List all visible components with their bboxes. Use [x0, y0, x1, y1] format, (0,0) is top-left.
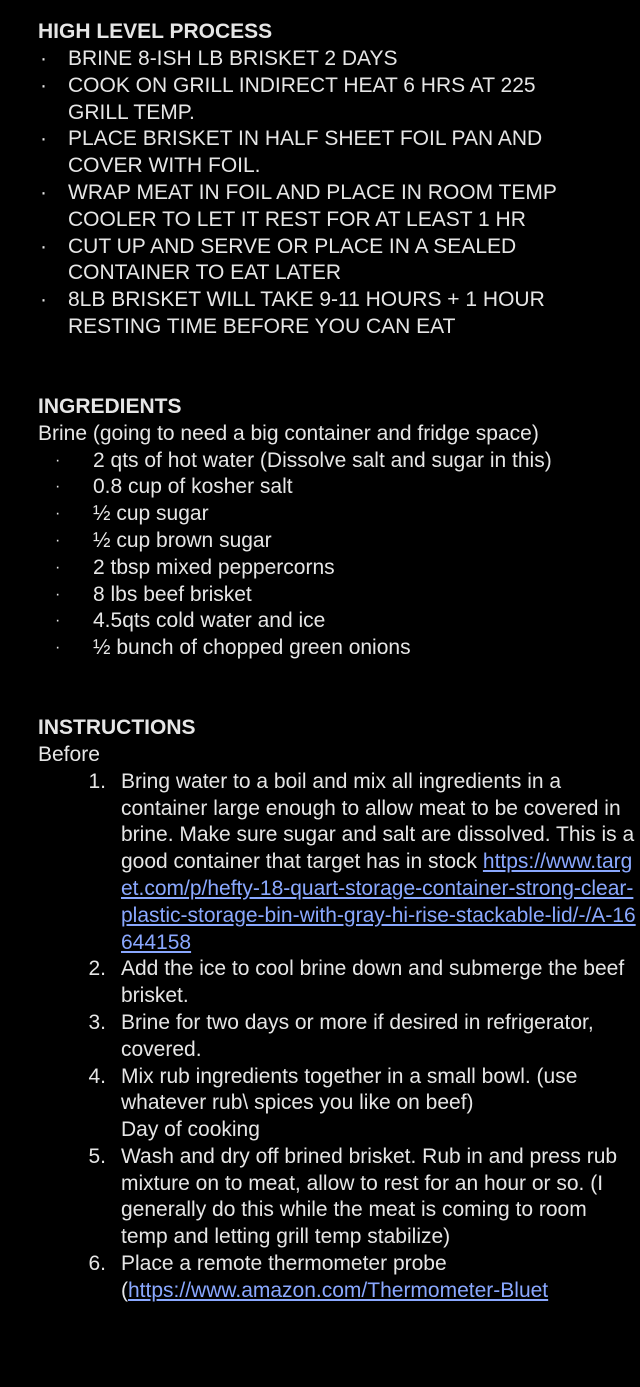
target-container-link[interactable]: https://www.target.com/p/hefty-18-quart-storage-container-strong-clear-plastic-storage-bin-with-gray-hi-rise-stackable-lid/-/A-16644158: [121, 850, 636, 954]
bullet-icon: ·: [40, 234, 47, 258]
step-text: Brine for two days or more if desired in refrigerator, covered.: [121, 1010, 594, 1061]
instruction-step: [38, 1010, 638, 1064]
bullet-icon: ·: [40, 47, 47, 70]
bullet-icon: ·: [40, 127, 47, 151]
step-text: Add the ice to cool brine down and submerge the beef brisket.: [121, 957, 625, 1008]
ingredient-item: · ½ cup brown sugar: [38, 528, 563, 555]
instruction-step: [38, 1144, 638, 1251]
ingredient-item: · 2 qts of hot water (Dissolve salt and sugar in this): [38, 448, 563, 475]
high-level-heading: HIGH LEVEL PROCESS: [38, 20, 273, 43]
bullet-icon: ·: [55, 531, 61, 549]
amazon-thermometer-link[interactable]: https://www.amazon.com/Thermometer-Bluet: [128, 1278, 549, 1302]
high-level-item: · PLACE BRISKET IN HALF SHEET FOIL PAN AND COVER WITH FOIL.: [40, 127, 543, 178]
step-number: 3.: [88, 1010, 106, 1034]
bullet-icon: ·: [55, 612, 61, 630]
bullet-icon: ·: [55, 558, 61, 576]
bullet-icon: ·: [55, 505, 61, 523]
ingredient-item: · 4.5qts cold water and ice: [38, 608, 563, 635]
bullet-icon: ·: [55, 478, 61, 496]
instruction-step: [38, 769, 638, 957]
high-level-item: · COOK ON GRILL INDIRECT HEAT 6 HRS AT 225 GRILL TEMP.: [40, 73, 536, 124]
high-level-item: · 8LB BRISKET WILL TAKE 9-11 HOURS + 1 HOUR RESTING TIME BEFORE YOU CAN EAT: [40, 288, 545, 338]
ingredient-item: · 2 tbsp mixed peppercorns: [38, 555, 563, 582]
bullet-icon: ·: [55, 639, 61, 657]
step-number: 4.: [88, 1064, 106, 1088]
instruction-step: [38, 956, 638, 1010]
ingredient-item: · 8 lbs beef brisket: [38, 582, 563, 609]
instruction-list: [38, 769, 638, 1305]
ingredients-heading: INGREDIENTS: [38, 394, 182, 418]
ingredient-item: · 0.8 cup of kosher salt: [38, 474, 563, 501]
step-text: Bring water to a boil and mix all ingredients in a container large enough to allow meat to be covered in brine. Make sure sugar and salt are dissolved. This is a good container that target has in stock: [121, 769, 635, 874]
bullet-icon: ·: [55, 585, 61, 603]
step-number: 5.: [88, 1144, 106, 1168]
document-page: [38, 18, 638, 1305]
step-text: Mix rub ingredients together in a small bowl. (use whatever rub\ spices you like on beef): [121, 1064, 578, 1115]
step-text: Place a remote thermometer probe: [121, 1252, 447, 1276]
instruction-step: [38, 1064, 638, 1118]
instructions-heading: INSTRUCTIONS: [38, 715, 196, 739]
high-level-section: [38, 18, 638, 341]
instruction-step: [38, 1251, 638, 1305]
high-level-item: · CUT UP AND SERVE OR PLACE IN A SEALED CONTAINER TO EAT LATER: [40, 234, 517, 285]
step-text: Wash and dry off brined brisket. Rub in and press rub mixture on to meat, allow to rest for an hour or so. (I generally do this while the meat is coming to room temp and letting grill temp stabilize): [121, 1144, 618, 1249]
ingredients-section: [38, 393, 638, 662]
link-paren: (: [121, 1278, 128, 1302]
ingredient-item: · ½ bunch of chopped green onions: [38, 635, 563, 662]
day-of-cooking-label: Day of cooking: [121, 1118, 260, 1142]
ingredient-item: · ½ cup sugar: [38, 501, 563, 528]
ingredient-list: [38, 448, 638, 662]
step-number: 2.: [88, 957, 106, 981]
bullet-icon: ·: [40, 73, 47, 97]
before-label: Before: [38, 742, 100, 766]
step-number: 6.: [88, 1252, 106, 1276]
brine-subheading: Brine (going to need a big container and fridge space): [38, 421, 539, 445]
bullet-icon: ·: [40, 180, 47, 204]
bullet-icon: ·: [55, 451, 61, 469]
high-level-item: · BRINE 8-ISH LB BRISKET 2 DAYS: [38, 46, 598, 73]
instructions-section: [38, 714, 638, 1305]
high-level-item: · WRAP MEAT IN FOIL AND PLACE IN ROOM TEMP COOLER TO LET IT REST FOR AT LEAST 1 HR: [40, 180, 557, 231]
step-number: 1.: [88, 769, 106, 793]
bullet-icon: ·: [40, 288, 47, 312]
